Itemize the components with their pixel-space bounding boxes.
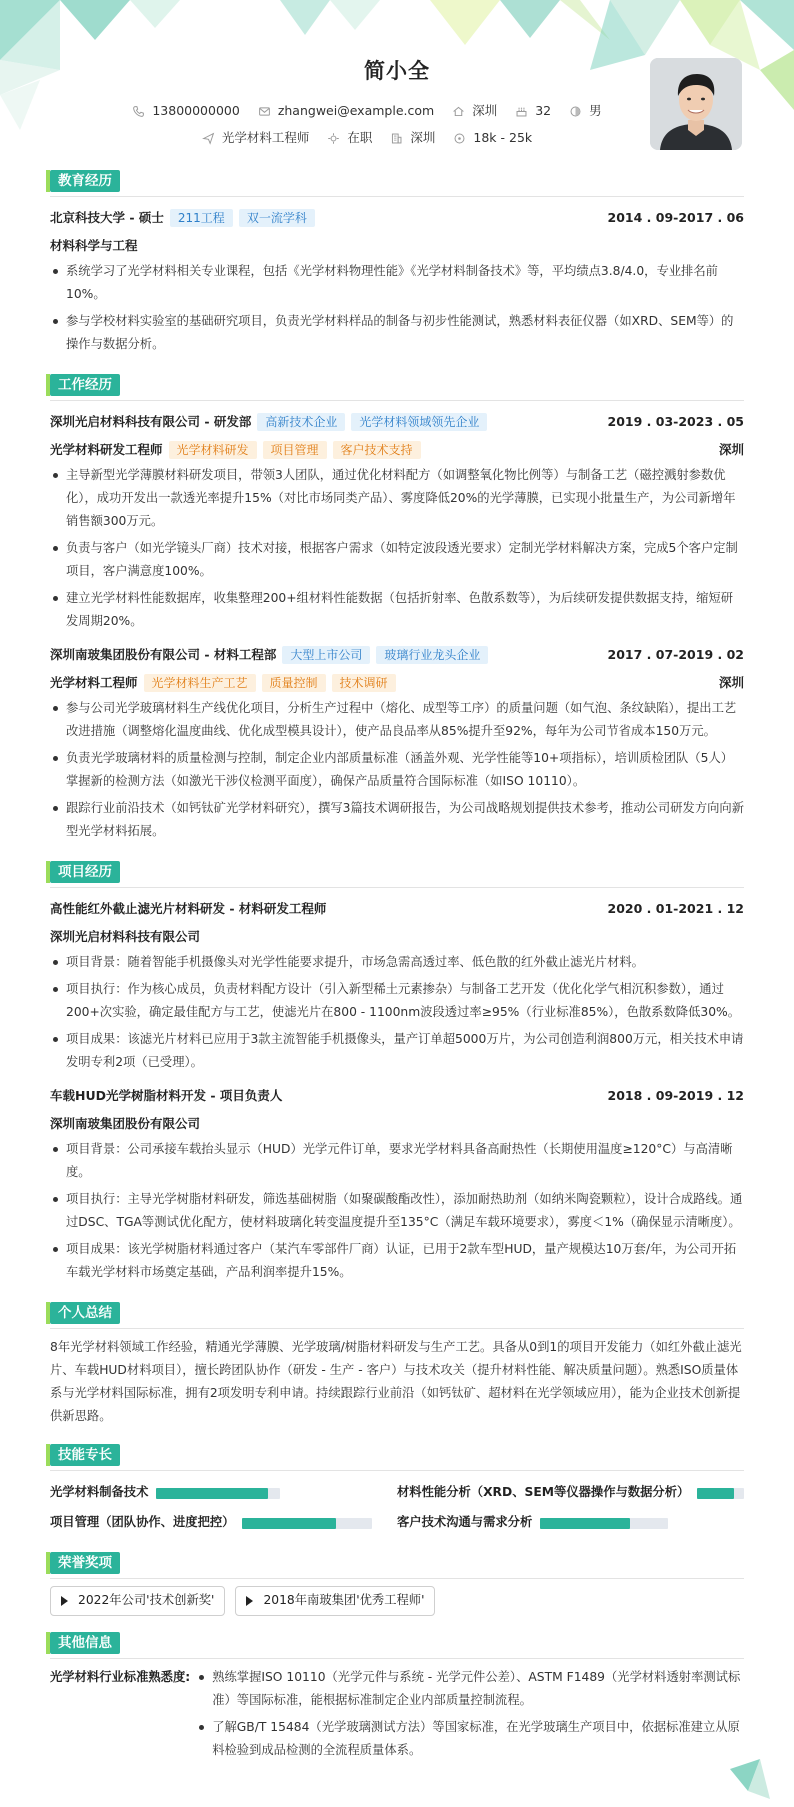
company-name: 深圳光启材料科技有限公司 - 研发部 (50, 414, 252, 430)
project-name: 高性能红外截止滤光片材料研发 - 材料研发工程师 (50, 901, 327, 917)
bullet-item: 项目成果：该光学树脂材料通过客户（某汽车零部件厂商）认证，已用于2款车型HUD，量产规模达10万套/年，为公司开拓车载光学材料市场奠定基础，产品利润率提升15%。 (50, 1238, 744, 1284)
project-org: 深圳南玻集团股份有限公司 (50, 1116, 201, 1132)
send-icon (202, 132, 215, 145)
other-section-header (50, 1632, 744, 1656)
play-icon (61, 1596, 68, 1606)
company-tag: 大型上市公司 (282, 646, 370, 664)
target-position: 光学材料工程师 (221, 130, 310, 145)
bullet-item: 了解GB/T 15484（光学玻璃测试方法）等国家标准，在光学玻璃生产项目中，依据标准建立从原料检验到成品检测的全流程质量体系。 (196, 1716, 744, 1762)
gender-value: 男 (589, 103, 602, 118)
bullet-item: 参与公司光学玻璃材料生产线优化项目，分析生产过程中（熔化、成型等工序）的质量问题（如气泡、条纹缺陷），提出工艺改进措施（调整熔化温度曲线、优化成型模具设计），使产品良品率从85%提升至92%，每年为公司节省成本150万元。 (50, 697, 744, 743)
position-item (202, 129, 310, 147)
contact-row (50, 102, 684, 120)
bullet-item: 项目执行：主导光学树脂材料研发，筛选基础树脂（如聚碳酸酯改性），添加耐热助剂（如纳米陶瓷颗粒），设计合成路线。通过DSC、TGA等测试优化配方，使材料玻璃化转变温度提升至135°C（满足车载环境要求），雾度＜1%（确保显示清晰度）。 (50, 1188, 744, 1234)
work-entry (50, 408, 744, 633)
gender-icon (569, 105, 582, 118)
status-icon (327, 132, 340, 145)
projects-section (50, 861, 744, 1284)
status-item (327, 129, 372, 147)
skill-name: 光学材料制备技术 (50, 1485, 149, 1500)
building-icon (390, 132, 403, 145)
work-date: 2017 . 07-2019 . 02 (607, 647, 744, 663)
skill-bar (156, 1488, 280, 1499)
email-value: zhangwei@example.com (277, 103, 435, 118)
salary-item (453, 129, 532, 147)
award-label: 2018年南玻集团'优秀工程师' (263, 1593, 425, 1608)
role-tag: 光学材料研发 (169, 441, 257, 459)
bullet-item: 跟踪行业前沿技术（如钙钛矿光学材料研究），撰写3篇技术调研报告，为公司战略规划提供技术参考，推动公司研发方向向新型光学材料拓展。 (50, 797, 744, 843)
summary-text: 8年光学材料领域工作经验，精通光学薄膜、光学玻璃/树脂材料研发与生产工艺。具备从0到1的项目开发能力（如红外截止滤光片、车载HUD材料项目），擅长跨团队协作（研发 - 生产 - 客户）与技术攻关（提升材料性能、解决质量问题）。熟悉ISO质量体系与光学材料国际标准，拥有2项发明专利申请。持续跟踪行业前沿（如钙钛矿、超材料在光学领域应用），能为企业技术创新提供新思路。 (50, 1340, 742, 1423)
bullet-item: 项目成果：该滤光片材料已应用于3款主流智能手机摄像头，量产订单超5000万片，为公司创造利润800万元，相关技术申请发明专利2项（已受理）。 (50, 1028, 744, 1074)
avatar (650, 58, 742, 150)
salary-icon (453, 132, 466, 145)
company-tag: 玻璃行业龙头企业 (376, 646, 488, 664)
other-bullets (196, 1666, 744, 1766)
job-role: 光学材料研发工程师 (50, 442, 163, 458)
school-tag: 211工程 (170, 209, 233, 227)
role-tag: 光学材料生产工艺 (144, 674, 256, 692)
summary-section-header (50, 1302, 744, 1326)
work-section-header (50, 374, 744, 398)
bullet-item: 项目执行：作为核心成员，负责材料配方设计（引入新型稀土元素掺杂）与制备工艺开发（优化化学气相沉积参数），通过200+次实验，确定最佳配方与工艺，使滤光片在800 - 1100nm波段透过率≥95%（行业标准85%），色散系数降低30%。 (50, 978, 744, 1024)
age-value: 32 (535, 103, 552, 118)
project-org: 深圳光启材料科技有限公司 (50, 929, 201, 945)
bullet-item: 项目背景：随着智能手机摄像头对光学性能要求提升，市场急需高透过率、低色散的红外截止滤光片材料。 (50, 951, 744, 974)
project-date: 2020 . 01-2021 . 12 (607, 901, 744, 917)
education-section-header (50, 170, 744, 194)
education-date: 2014 . 09-2017 . 06 (607, 210, 744, 226)
section-title: 教育经历 (50, 170, 120, 192)
award-label: 2022年公司'技术创新奖' (78, 1593, 215, 1608)
section-title: 工作经历 (50, 374, 120, 396)
project-name: 车载HUD光学树脂材料开发 - 项目负责人 (50, 1088, 283, 1104)
skill-bar (697, 1488, 744, 1499)
candidate-name: 简小全 (364, 59, 430, 83)
other-info (50, 1666, 744, 1766)
skill-item (397, 1478, 744, 1508)
email-icon (258, 105, 271, 118)
school-name: 北京科技大学 - 硕士 (50, 210, 164, 226)
city-value: 深圳 (472, 103, 498, 118)
role-tag: 技术调研 (332, 674, 396, 692)
email-item (258, 102, 434, 120)
company-name: 深圳南玻集团股份有限公司 - 材料工程部 (50, 647, 277, 663)
bullet-item: 建立光学材料性能数据库，收集整理200+组材料性能数据（包括折射率、色散系数等），为后续研发提供数据支持，缩短研发周期20%。 (50, 587, 744, 633)
skill-item (50, 1478, 397, 1508)
skill-fill (242, 1518, 336, 1529)
skill-item (50, 1508, 397, 1538)
phone-value: 13800000000 (152, 103, 240, 118)
work-date: 2019 . 03-2023 . 05 (607, 414, 744, 430)
skill-fill (156, 1488, 268, 1499)
project-bullets (50, 1138, 744, 1284)
skills-section-header (50, 1444, 744, 1468)
section-title: 技能专长 (50, 1444, 120, 1466)
target-city-item (390, 129, 435, 147)
project-entry (50, 895, 744, 1074)
work-bullets (50, 464, 744, 633)
resume-header (50, 0, 744, 170)
projects-section-header (50, 861, 744, 885)
skill-fill (697, 1488, 733, 1499)
project-entry (50, 1082, 744, 1284)
awards-section (50, 1552, 744, 1616)
skill-name: 项目管理（团队协作、进度把控） (50, 1515, 235, 1530)
job-role: 光学材料工程师 (50, 675, 138, 691)
bullet-item: 负责光学玻璃材料的质量检测与控制，制定企业内部质量标准（涵盖外观、光学性能等10+项指标），培训质检团队（5人）掌握新的检测方法（如激光干涉仪检测平面度），确保产品质量符合国际标准（如ISO 10110）。 (50, 747, 744, 793)
skill-fill (540, 1518, 630, 1529)
avatar-illustration (650, 58, 742, 150)
work-entry (50, 641, 744, 843)
work-city: 深圳 (718, 442, 744, 458)
section-title: 个人总结 (50, 1302, 120, 1324)
bullet-item: 熟练掌握ISO 10110（光学元件与系统 - 光学元件公差）、ASTM F1489（光学材料透射率测试标准）等国际标准，能根据标准制定企业内部质量控制流程。 (196, 1666, 744, 1712)
major: 材料科学与工程 (50, 238, 138, 254)
skill-bar (242, 1518, 372, 1529)
employment-status: 在职 (347, 130, 373, 145)
job-intent-row (50, 129, 684, 147)
cake-icon (515, 105, 528, 118)
skills-section (50, 1444, 744, 1538)
other-label: 光学材料行业标准熟悉度: (50, 1670, 191, 1684)
work-city: 深圳 (718, 675, 744, 691)
bullet-item: 系统学习了光学材料相关专业课程，包括《光学材料物理性能》《光学材料制备技术》等，平均绩点3.8/4.0，专业排名前10%。 (50, 260, 744, 306)
awards-list (50, 1586, 744, 1616)
project-date: 2018 . 09-2019 . 12 (607, 1088, 744, 1104)
education-entry (50, 204, 744, 356)
award-item (50, 1586, 225, 1616)
work-bullets (50, 697, 744, 843)
role-tag: 质量控制 (262, 674, 326, 692)
skills-grid (50, 1478, 744, 1538)
summary-section (50, 1302, 744, 1428)
skill-item (397, 1508, 744, 1538)
play-icon (246, 1596, 253, 1606)
project-bullets (50, 951, 744, 1074)
company-tag: 光学材料领域领先企业 (351, 413, 487, 431)
home-icon (452, 105, 465, 118)
section-title: 项目经历 (50, 861, 120, 883)
bullet-item: 参与学校材料实验室的基础研究项目，负责光学材料样品的制备与初步性能测试，熟悉材料表征仪器（如XRD、SEM等）的操作与数据分析。 (50, 310, 744, 356)
target-city: 深圳 (410, 130, 436, 145)
section-title: 荣誉奖项 (50, 1552, 120, 1574)
bullet-item: 主导新型光学薄膜材料研发项目，带领3人团队，通过优化材料配方（如调整氧化物比例等）与制备工艺（磁控溅射参数优化），成功开发出一款透光率提升15%（对比市场同类产品）、雾度降低20%的光学薄膜，已实现小批量生产，为公司新增年销售额300万元。 (50, 464, 744, 533)
education-bullets (50, 260, 744, 356)
work-section (50, 374, 744, 843)
company-tag: 高新技术企业 (257, 413, 345, 431)
section-title: 其他信息 (50, 1632, 120, 1654)
skill-bar (540, 1518, 668, 1529)
skill-name: 客户技术沟通与需求分析 (397, 1515, 533, 1530)
phone-item (132, 102, 239, 120)
role-tag: 项目管理 (263, 441, 327, 459)
skill-name: 材料性能分析（XRD、SEM等仪器操作与数据分析） (397, 1485, 690, 1500)
awards-section-header (50, 1552, 744, 1576)
role-tag: 客户技术支持 (333, 441, 421, 459)
bullet-item: 负责与客户（如光学镜头厂商）技术对接，根据客户需求（如特定波段透光要求）定制光学材料解决方案，完成5个客户定制项目，客户满意度100%。 (50, 537, 744, 583)
age-item (515, 102, 551, 120)
education-section (50, 170, 744, 356)
school-tag: 双一流学科 (239, 209, 315, 227)
expected-salary: 18k - 25k (473, 130, 533, 145)
other-section (50, 1632, 744, 1766)
phone-icon (132, 105, 145, 118)
city-item (452, 102, 497, 120)
bullet-item: 项目背景：公司承接车载抬头显示（HUD）光学元件订单，要求光学材料具备高耐热性（长期使用温度≥120°C）与高清晰度。 (50, 1138, 744, 1184)
gender-item (569, 102, 602, 120)
award-item (235, 1586, 435, 1616)
